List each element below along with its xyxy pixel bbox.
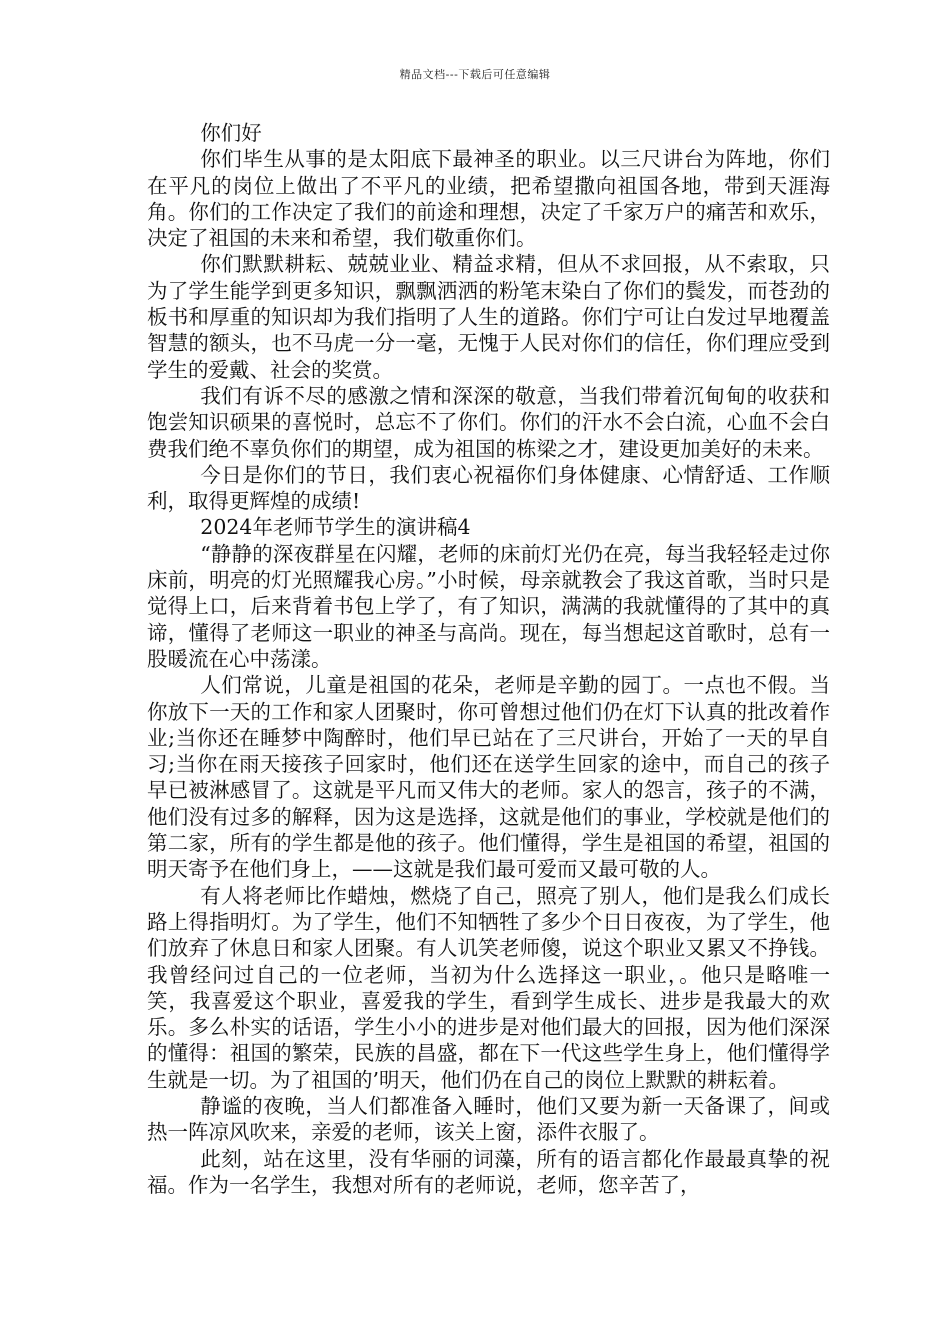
paragraph: 你们默默耕耘、兢兢业业、精益求精，但从不求回报，从不索取，只为了学生能学到更多知识，飘飘洒洒的粉笔末染白了你们的鬓发，而苍劲的板书和厚重的知识却为我们指明了人生的道路。你们宁可让白发过早地覆盖智慧的额头，也不马虎一分一毫，无愧于人民对你们的信任，你们理应受到学生的爱戴、社会的奖赏。 (147, 252, 830, 382)
greeting: 你们好 (200, 121, 262, 145)
paragraph: 今日是你们的节日，我们衷心祝福你们身体健康、心情舒适、工作顺利，取得更辉煌的成绩! (147, 462, 830, 514)
paragraph: 你们毕生从事的是太阳底下最神圣的职业。以三尺讲台为阵地，你们在平凡的岗位上做出了不平凡的业绩，把希望撒向祖国各地，带到天涯海角。你们的工作决定了我们的前途和理想，决定了千家万户的痛苦和欢乐，决定了祖国的未来和希望，我们敬重你们。 (147, 147, 830, 251)
section-title: 2024年老师节学生的演讲稿4 (200, 515, 471, 540)
paragraph: 静谧的夜晚，当人们都准备入睡时，他们又要为新一天备课了，间或热一阵凉风吹来，亲爱的老师，该关上窗，添件衣服了。 (147, 1093, 830, 1145)
paragraph: 此刻，站在这里，没有华丽的词藻，所有的语言都化作最最真挚的祝福。作为一名学生，我想对所有的老师说，老师，您辛苦了， (147, 1146, 830, 1197)
paragraph: 我们有诉不尽的感激之情和深深的敬意，当我们带着沉甸甸的收获和饱尝知识硕果的喜悦时，总忘不了你们。你们的汗水不会白流，心血不会白费我们绝不辜负你们的期望，成为祖国的栋梁之才，建设更加美好的未来。 (147, 383, 830, 461)
page-header: 精品文档---下载后可任意编辑 (399, 68, 551, 81)
paragraph: 人们常说，儿童是祖国的花朵，老师是辛勤的园丁。一点也不假。当你放下一天的工作和家人团聚时，你可曾想过他们仍在灯下认真的批改着作业;当你还在睡梦中陶醉时，他们早已站在了三尺讲台，开始了一天的早自习;当你在雨天接孩子回家时，他们还在送学生回家的途中，而自己的孩子早已被淋感冒了。这就是平凡而又伟大的老师。家人的怨言，孩子的不满，他们没有过多的解释，因为这是选择，这就是他们的事业，学校就是他们的第二家，所有的学生都是他的孩子。他们懂得，学生是祖国的希望，祖国的明天寄予在他们身上，——这就是我们最可爱而又最可敬的人。 (147, 673, 830, 882)
paragraph: 有人将老师比作蜡烛，燃烧了自己，照亮了别人，他们是我么们成长路上得指明灯。为了学生，他们不知牺牲了多少个日日夜夜，为了学生，他们放弃了休息日和家人团聚。有人讥笑老师傻，说这个职业又累又不挣钱。我曾经问过自己的一位老师，当初为什么选择这一职业，。他只是略唯一笑，我喜爱这个职业，喜爱我的学生，看到学生成长、进步是我最大的欢乐。多么朴实的话语，学生小小的进步是对他们最大的回报，因为他们深深的懂得：祖国的繁荣，民族的昌盛，都在下一代这些学生身上，他们懂得学生就是一切。为了祖国的’明天，他们仍在自己的岗位上默默的耕耘着。 (147, 883, 830, 1092)
document-body (147, 120, 830, 1198)
paragraph: “静静的深夜群星在闪耀，老师的床前灯光仍在亮，每当我轻轻走过你床前，明亮的灯光照耀我心房。”小时候，母亲就教会了我这首歌，当时只是觉得上口，后来背着书包上学了，有了知识，满满的我就懂得的了其中的真谛，懂得了老师这一职业的神圣与高尚。现在，每当想起这首歌时，总有一股暖流在心中荡漾。 (147, 541, 830, 671)
